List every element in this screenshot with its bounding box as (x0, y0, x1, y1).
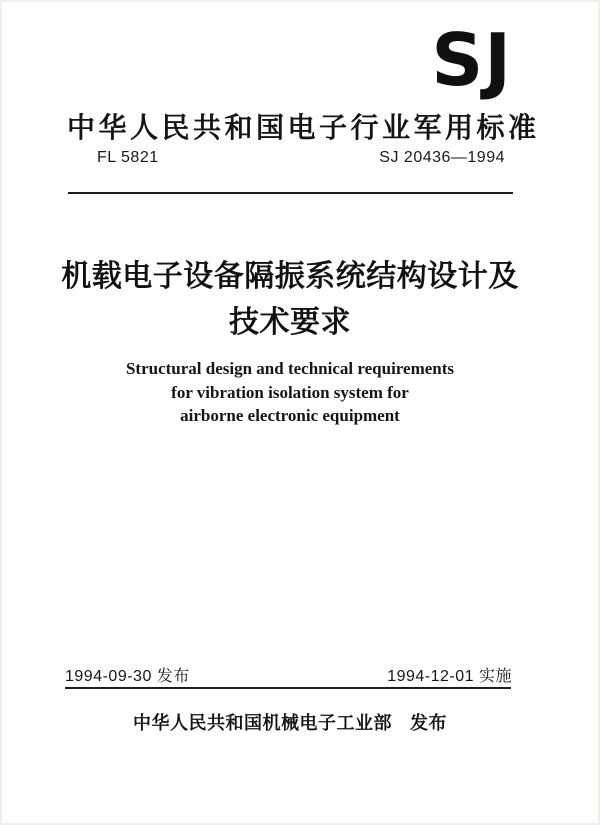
publisher-action: 发布 (410, 713, 447, 733)
footer-divider-line (65, 687, 511, 689)
codes-row (97, 149, 505, 167)
title-english-line1: Structural design and technical requirements (125, 359, 455, 378)
fl-code: FL 5821 (97, 149, 159, 166)
publisher-line (0, 709, 580, 735)
header-divider-line (68, 192, 513, 194)
dates-row (65, 663, 512, 686)
issue-date: 1994-09-30 发布 (65, 668, 190, 685)
title-english-line3: airborne electronic equipment (180, 406, 400, 425)
standard-class-heading: 中华人民共和国电子行业军用标准 (67, 112, 540, 143)
title-chinese-line2: 技术要求 (229, 306, 351, 339)
sj-logo: SJ (431, 18, 512, 102)
title-english-line2: for vibration isolation system for (171, 382, 409, 402)
title-chinese-line1: 机载电子设备隔振系统结构设计及 (61, 260, 519, 293)
publisher-name: 中华人民共和国机械电子工业部 (133, 713, 392, 733)
title-english (0, 357, 580, 428)
title-chinese (0, 254, 580, 346)
implementation-date: 1994-12-01 实施 (387, 668, 512, 685)
standard-number: SJ 20436—1994 (379, 149, 505, 166)
